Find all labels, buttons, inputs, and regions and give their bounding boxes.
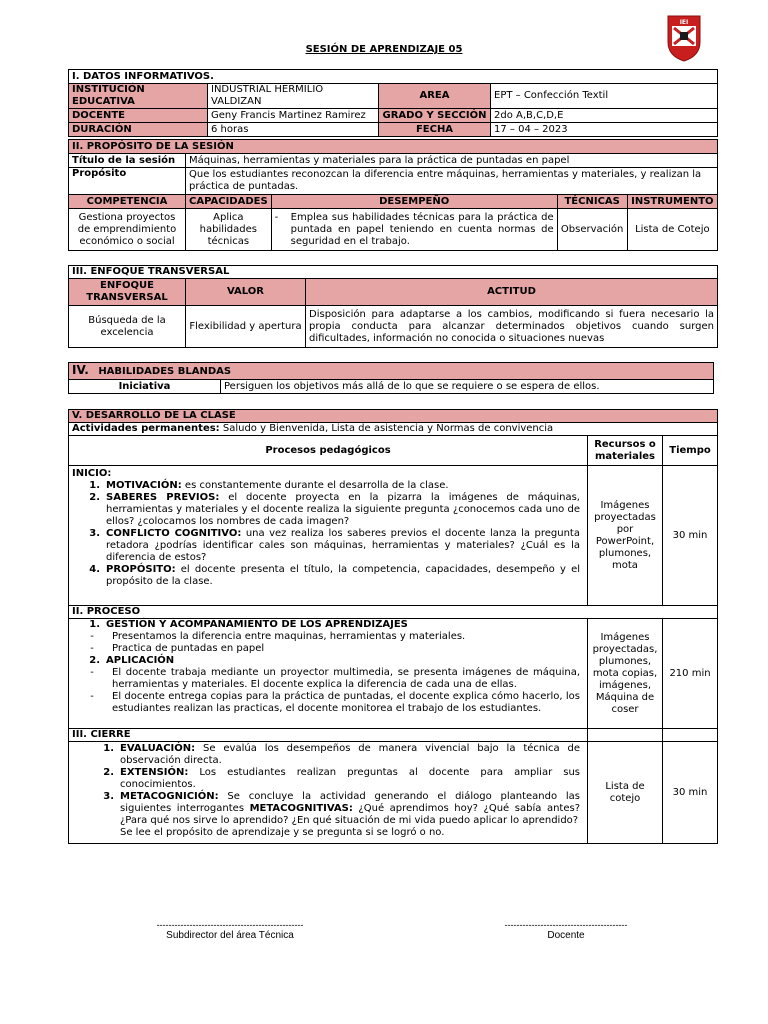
list-item: 4. PROPÓSITO: el docente presenta el título, la competencia, capacidades, desempeño y el propósito de la clase. — [89, 564, 580, 587]
header-procesos: Procesos pedagógicos — [69, 436, 588, 466]
value-grado: 2do A,B,C,D,E — [491, 109, 718, 123]
signature-line: ----------------------------------------- — [504, 920, 628, 930]
tecnicas-value: Observación — [557, 209, 627, 251]
signature-line: ------------------------------------------------- — [156, 920, 304, 930]
capacidades-value: Aplica habilidades técnicas — [186, 209, 272, 251]
enfoque-value: Búsqueda de la excelencia — [69, 306, 186, 348]
competencia-value: Gestiona proyectos de emprendimiento económico o social — [69, 209, 186, 251]
actitud-value: Disposición para adaptarse a los cambios, modificando si fuera necesario la propia conducta para alcanzar determinados objetivos cuando surgen dificultades, información no conocida o situaciones nuevas — [306, 306, 718, 348]
list-item: - El docente trabaja mediante un proyector multimedia, se presenta imágenes de máquina, herramientas y materiales. El docente explica la diferencia de cada una de ellas. — [90, 667, 580, 690]
inicio-cell — [69, 466, 588, 606]
label-duracion: DURACIÓN — [69, 123, 208, 137]
label-docente: DOCENTE — [69, 109, 208, 123]
list-item: 1. MOTIVACIÓN: es constantemente durante el desarrolla de la clase. — [89, 480, 449, 491]
list-item: 2. APLICACIÓN — [89, 655, 175, 666]
proceso-label: II. PROCESO — [69, 606, 718, 619]
actividades-permanentes: Actividades permanentes: Saludo y Bienvenida, Lista de asistencia y Normas de convivencia — [69, 423, 718, 436]
list-item: 2. SABERES PREVIOS: el docente proyecta en la pizarra la imágenes de máquinas, herramientas y materiales y el docente realiza la siguiente pregunta ¿conocemos cada uno de ellos? ¿colocamos los nombres de cada imagen? — [89, 492, 580, 527]
header-valor: VALOR — [186, 279, 306, 306]
desempeno-value: - Emplea sus habilidades técnicas para la práctica de puntada en papel teniendo en cuenta normas de seguridad en el trabajo. — [271, 209, 557, 251]
valor-value: Flexibilidad y apertura — [186, 306, 306, 348]
proceso-cell — [69, 619, 588, 729]
label-grado: GRADO Y SECCIÓN — [379, 109, 491, 123]
inicio-tiempo: 30 min — [663, 466, 718, 606]
titulo-value: Máquinas, herramientas y materiales para la práctica de puntadas en papel — [186, 154, 718, 168]
value-area: EPT – Confección Textil — [491, 84, 718, 109]
proceso-tiempo: 210 min — [663, 619, 718, 729]
list-item: 2. EXTENSIÓN: Los estudiantes realizan preguntas al docente para ampliar sus conocimientos. — [103, 767, 580, 790]
value-fecha: 17 – 04 – 2023 — [491, 123, 718, 137]
habilidad-label: Iniciativa — [69, 380, 221, 394]
section-heading: IV. HABILIDADES BLANDAS — [69, 363, 714, 380]
habilidades-table — [68, 362, 714, 394]
proposito-table — [68, 139, 718, 251]
label-area: AREA — [379, 84, 491, 109]
proceso-recursos: Imágenes proyectadas, plumones, mota copias, imágenes, Máquina de coser — [588, 619, 663, 729]
svg-text:IEI: IEI — [679, 19, 689, 26]
header-enfoque: ENFOQUE TRANSVERSAL — [69, 279, 186, 306]
header-desempeno: DESEMPEÑO — [271, 195, 557, 209]
section-heading: I. DATOS INFORMATIVOS. — [69, 70, 718, 84]
section-heading: V. DESARROLLO DE LA CLASE — [69, 410, 718, 423]
cierre-tiempo: 30 min — [663, 742, 718, 844]
signature-label: Subdirector del área Técnica — [166, 930, 294, 941]
header-competencia: COMPETENCIA — [69, 195, 186, 209]
list-item: 1. EVALUACIÓN: Se evalúa los desempeños de manera vivencial bajo la técnica de observación directa. — [103, 743, 580, 766]
header-tecnicas: TÉCNICAS — [557, 195, 627, 209]
header-instrumento: INSTRUMENTO — [627, 195, 717, 209]
datos-informativos-table — [68, 69, 718, 137]
header-actitud: ACTITUD — [306, 279, 718, 306]
cierre-recursos: Lista de cotejo — [588, 742, 663, 844]
value-docente: Geny Francis Martinez Ramirez — [208, 109, 379, 123]
proposito-label: Propósito — [69, 168, 186, 195]
list-item: - Presentamos la diferencia entre maquinas, herramientas y materiales. — [90, 631, 466, 642]
page-title: SESIÓN DE APRENDIZAJE 05 — [305, 44, 463, 55]
habilidad-value: Persiguen los objetivos más allá de lo que se requiere o se espera de ellos. — [221, 380, 714, 394]
desarrollo-table — [68, 409, 718, 844]
label-institucion: INSTITUCIÓN EDUCATIVA — [69, 84, 208, 109]
enfoque-table — [68, 265, 718, 348]
cierre-final: Se lee el propósito de aprendizaje y se pregunta si se logró o no. — [120, 827, 445, 838]
header-capacidades: CAPACIDADES — [186, 195, 272, 209]
signature-label: Docente — [547, 930, 585, 941]
inicio-label: INICIO: — [72, 468, 112, 479]
header-recursos: Recursos o materiales — [588, 436, 663, 466]
label-fecha: FECHA — [379, 123, 491, 137]
list-item: 3. CONFLICTO COGNITIVO: una vez realiza los saberes previos el docente lanza la pregunta retadora ¿podrías identificar cales son máquinas, herramientas y materiales? ¿Cuál es la diferencia de estos? — [89, 528, 580, 563]
cierre-cell — [69, 742, 588, 844]
value-institucion: INDUSTRIAL HERMILIO VALDIZAN — [208, 84, 379, 109]
instrumento-value: Lista de Cotejo — [627, 209, 717, 251]
cierre-label: III. CIERRE — [69, 729, 588, 742]
list-item: - El docente entrega copias para la práctica de puntadas, el docente explica cómo hacerlo, los estudiantes realizan las practicas, el docente monitorea el trabajo de los estudiantes. — [90, 691, 580, 714]
value-duracion: 6 horas — [208, 123, 379, 137]
list-item: - Practica de puntadas en papel — [90, 643, 265, 654]
titulo-label: Título de la sesión — [69, 154, 186, 168]
list-item: 1. GESTIÓN Y ACOMPAÑAMIENTO DE LOS APRENDIZAJES — [89, 619, 408, 630]
inicio-recursos: Imágenes proyectadas por PowerPoint, plumones, mota — [588, 466, 663, 606]
section-heading: III. ENFOQUE TRANSVERSAL — [69, 266, 718, 279]
section-heading: II. PROPÓSITO DE LA SESIÓN — [69, 140, 718, 154]
proposito-value: Que los estudiantes reconozcan la diferencia entre máquinas, herramientas y materiales, y realizan la práctica de puntadas. — [186, 168, 718, 195]
signature-docente — [500, 920, 632, 941]
signature-subdirector — [140, 920, 320, 941]
header-tiempo: Tiempo — [663, 436, 718, 466]
list-item: 3. METACOGNICIÓN: Se concluye la actividad generando el diálogo planteando las siguientes interrogantes METACOGNITIVAS: ¿Qué aprendimos hoy? ¿Qué sabía antes? ¿Para qué nos sirve lo aprendido? ¿En qué situación de mi vida puedo aplicar lo aprendido? — [103, 791, 580, 826]
